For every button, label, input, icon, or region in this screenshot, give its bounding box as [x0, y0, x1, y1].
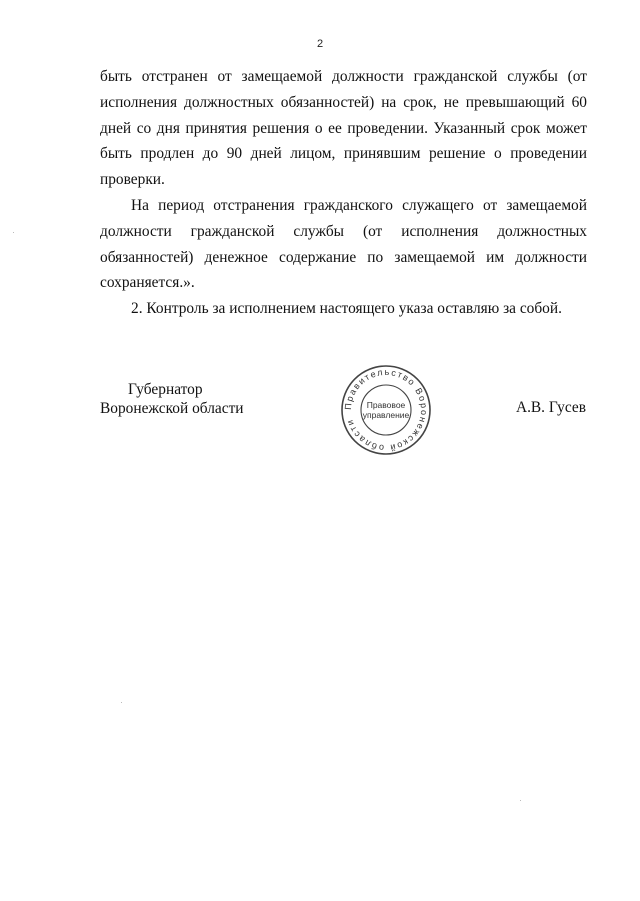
approval-stamp: [338, 362, 434, 458]
scan-speck: [13, 232, 14, 233]
stamp-center-line1: Правовое: [366, 400, 406, 410]
signature-position: Губернатор: [128, 381, 203, 398]
signature-region: Воронежской области: [100, 400, 244, 417]
paragraph-continuation: быть отстранен от замещаемой должности гражданской службы (от исполнения должностных обязанностей) на срок, не превышающий 60 дней со дня принятия решения о ее проведении. Указанный срок может быть продлен до 90 дней лицом, принявшим решение о проведении проверки.: [100, 68, 587, 189]
stamp-center-line2: управление: [362, 410, 410, 420]
scan-speck: [520, 800, 521, 801]
paragraph-salary: На период отстранения гражданского служащего от замещаемой должности гражданской службы (от исполнения должностных обязанностей) денежное содержание по замещаемой им должности сохраняется.».: [100, 196, 587, 292]
signature-title: [100, 380, 270, 418]
signature-name: А.В. Гусев: [515, 399, 586, 416]
stamp-ring-text: Правительство Воронежской области: [342, 366, 430, 454]
stamp-seal-icon: [338, 362, 434, 458]
document-body: [100, 64, 587, 322]
page-number: 2: [316, 38, 324, 50]
scan-speck: [121, 702, 122, 703]
paragraph-control: 2. Контроль за исполнением настоящего указа оставляю за собой.: [131, 300, 562, 318]
